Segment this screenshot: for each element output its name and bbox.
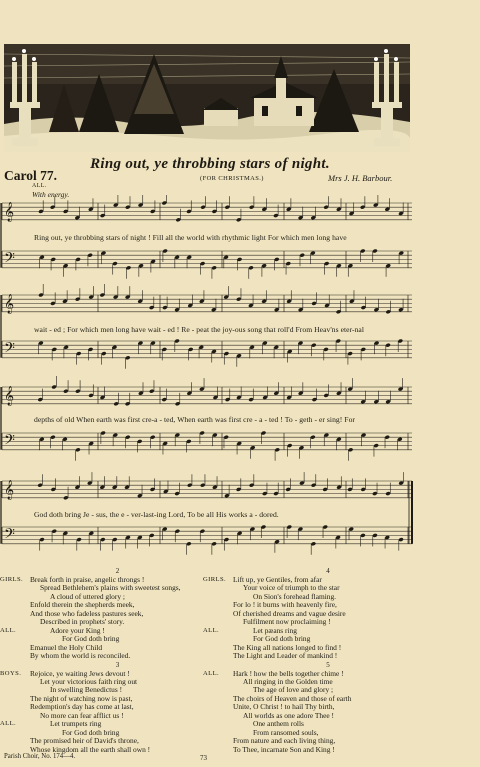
- verse-text: For God doth bring: [62, 727, 120, 737]
- lyric-line: God doth bring Je - sus, the e - ver-last-ing Lord, To be all His works a - dored.: [34, 510, 279, 519]
- verse-text: By whom the world is reconciled.: [30, 651, 131, 661]
- verse-number: 5: [326, 660, 330, 669]
- tempo-marking: With energy.: [32, 190, 70, 199]
- verse-block: [0, 567, 205, 661]
- verse-text: For God doth bring: [62, 634, 120, 644]
- voice-part-label: GIRLS.: [0, 576, 24, 583]
- occasion-label: (FOR CHRISTMAS.): [200, 175, 264, 182]
- lyric-line: depths of old When earth was first cre-a - ted, When earth was first cre - a - ted ! To - geth - er sing! For: [34, 415, 356, 424]
- voice-part-label: ALL.: [0, 626, 17, 634]
- verse-text: For God doth bring: [253, 634, 311, 644]
- winter-church-engraving: [4, 44, 410, 152]
- verse-text: Your voice of triumph to the star: [243, 583, 340, 593]
- verses-left-column: [0, 567, 205, 754]
- bass-clef: 𝄢: [4, 432, 15, 452]
- verse-text: Lift up, ye Gentiles, from afar: [233, 575, 322, 584]
- verse-text: Redemption's day has come at last,: [30, 702, 134, 712]
- voice-part-label: BOYS.: [0, 669, 22, 677]
- verse-text: Hark ! how the bells together chime !: [233, 668, 344, 678]
- author-credit: Mrs J. H. Barbour.: [328, 173, 393, 183]
- verse-text: The King all nations longed to find !: [233, 642, 342, 652]
- verse-text: The choirs of Heaven and those of earth: [233, 693, 352, 703]
- treble-clef: 𝄞: [4, 386, 15, 406]
- verse-text: One anthem rolls: [253, 719, 304, 729]
- verse-text: Emanuel the Holy Child: [30, 642, 103, 652]
- verse-line: [233, 746, 423, 754]
- lyric-line: Ring out, ye throbbing stars of night ! Fill all the world with rhythmic light For which men long have: [34, 233, 347, 242]
- verse-text: From ransomed souls,: [253, 727, 319, 737]
- verse-text: Break forth in praise, angelic throngs !: [30, 575, 145, 584]
- voice-part-label: ALL.: [0, 720, 17, 728]
- bass-clef: 𝄢: [4, 340, 15, 360]
- verse-text: To Thee, incarnate Son and King !: [233, 744, 335, 754]
- voice-part-label: ALL.: [203, 669, 220, 677]
- verse-text: Of cherished dreams and vague desire: [233, 608, 346, 618]
- verse-text: The Light and Leader of mankind !: [233, 651, 338, 661]
- verse-text: Spread Bethlehem's plains with sweetest songs,: [40, 583, 181, 593]
- carol-number: Carol 77.: [4, 168, 57, 183]
- music-score: [0, 195, 416, 560]
- verse-text: The promised heir of David's throne,: [30, 736, 139, 746]
- verse-text: Unite, O Christ ! to hail Thy birth,: [233, 702, 335, 712]
- verse-text: And those who fadeless pastures seek,: [30, 608, 144, 618]
- verse-text: Fulfilment now proclaiming !: [243, 617, 331, 627]
- verse-text: All ringing in the Golden time: [243, 676, 333, 686]
- verse-line: [30, 652, 205, 660]
- verse-text: Rejoice, ye waiting Jews devout !: [30, 668, 130, 678]
- verse-text: Whose kingdom all the earth shall own !: [30, 744, 151, 754]
- verse-text: Described in prophets' story.: [40, 617, 125, 627]
- verse-text: Enfold therein the shepherds meek,: [30, 600, 135, 610]
- lyric-line: wait - ed ; For which men long have wait - ed ! Re - peat the joy-ous song that roll'd From Heav'ns eter-nal: [34, 325, 365, 334]
- bass-clef: 𝄢: [4, 250, 15, 270]
- verse-number: 3: [115, 660, 120, 669]
- verse-text: For lo ! it burns with heavenly fire,: [233, 600, 337, 610]
- bass-clef: 𝄢: [4, 526, 15, 546]
- verse-text: From nature and each living thing,: [233, 736, 336, 746]
- verse-line: [233, 652, 423, 660]
- verse-text: A cloud of uttered glory ;: [50, 591, 125, 601]
- verse-text: Let pæans ring: [253, 625, 297, 635]
- verse-block: [203, 660, 423, 755]
- verse-text: In swelling Benedictus !: [50, 685, 123, 695]
- verse-text: Adore your King !: [50, 625, 105, 635]
- treble-clef: 𝄞: [4, 294, 15, 314]
- verse-text: The night of watching now is past,: [30, 693, 133, 703]
- treble-clef: 𝄞: [4, 202, 15, 222]
- treble-clef: 𝄞: [4, 480, 15, 500]
- verse-text: On Sion's forehead flaming.: [253, 591, 337, 601]
- verse-text: Let trumpets ring: [50, 719, 102, 729]
- verse-block: [203, 567, 423, 661]
- verse-text: Let your victorious faith ring out: [40, 676, 138, 686]
- verse-number: 2: [115, 567, 120, 575]
- verse-block: [0, 660, 205, 755]
- voice-part-label: GIRLS.: [203, 576, 227, 583]
- verses-right-column: [203, 567, 423, 754]
- hymn-title: Ring out, ye throbbing stars of night.: [90, 156, 330, 172]
- verse-text: All worlds as one adore Thee !: [243, 710, 334, 720]
- voice-part-label: ALL.: [203, 626, 220, 634]
- verse-number: 4: [326, 567, 330, 575]
- verse-text: No more can fear afflict us !: [40, 710, 124, 720]
- part-label: ALL.: [32, 183, 47, 189]
- verse-text: The age of love and glory ;: [253, 685, 334, 695]
- source-note: Parish Choir, No. 174—4.: [4, 753, 76, 760]
- page-number: 73: [200, 754, 207, 762]
